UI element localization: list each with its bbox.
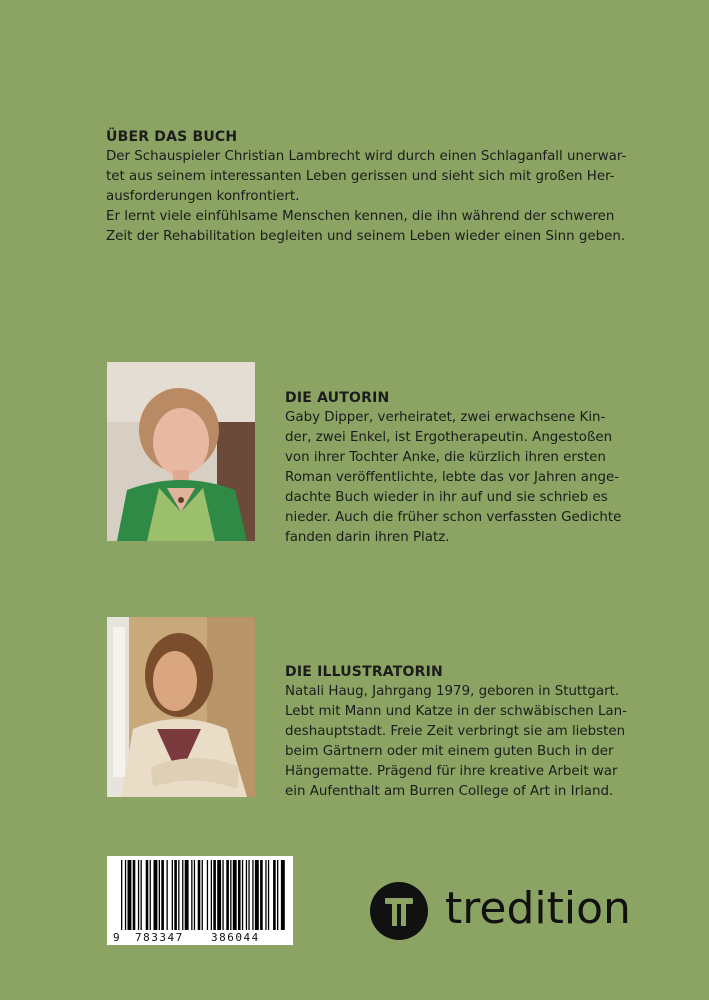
barcode-bar <box>260 860 263 930</box>
publisher-logo <box>369 879 639 941</box>
publisher-name: tredition <box>445 883 631 934</box>
barcode-bar <box>138 860 139 930</box>
barcode-bar <box>146 860 149 930</box>
author-line-2: der, zwei Enkel, ist Ergotherapeutin. Angestoßen <box>285 430 613 445</box>
tredition-logo-icon <box>369 881 429 941</box>
barcode-bar <box>125 860 126 930</box>
barcode-digits <box>107 931 293 944</box>
about-title: ÜBER DAS BUCH <box>106 129 238 145</box>
author-line-7: fanden darin ihren Platz. <box>285 530 450 545</box>
about-line-5: Zeit der Rehabilitation begleiten und seinem Leben wieder einen Sinn geben. <box>106 229 626 244</box>
barcode-bar <box>222 860 223 930</box>
barcode-bar <box>121 860 122 930</box>
barcode-bar <box>191 860 192 930</box>
barcode-bar <box>159 860 160 930</box>
author-line-6: nieder. Auch die früher schon verfassten Gedichte <box>285 510 622 525</box>
about-line-2: tet aus seinem interessanten Leben gerissen und sieht sich mit großen Her- <box>106 169 615 184</box>
illustrator-line-4: beim Gärtnern oder mit einem guten Buch in der <box>285 744 614 759</box>
barcode-bar <box>161 860 164 930</box>
illustrator-line-5: Hängematte. Prägend für ihre kreative Arbeit war <box>285 764 618 779</box>
isbn-barcode <box>107 856 293 945</box>
barcode-bar <box>268 860 269 930</box>
barcode-bar <box>217 860 221 930</box>
barcode-bar <box>273 860 276 930</box>
about-the-book-section <box>106 129 638 247</box>
barcode-bar <box>255 860 259 930</box>
barcode-bar <box>277 860 278 930</box>
barcode-bar <box>238 860 241 930</box>
author-line-3: von ihrer Tochter Anke, die kürzlich ihren ersten <box>285 450 606 465</box>
about-line-4: Er lernt viele einfühlsame Menschen kennen, die ihn während der schweren <box>106 209 615 224</box>
illustrator-line-3: deshauptstadt. Freie Zeit verbringt sie am liebsten <box>285 724 626 739</box>
author-line-4: Roman veröffentlichte, lebte das vor Jahren ange- <box>285 470 620 485</box>
barcode-bars <box>107 856 293 932</box>
illustrator-photo <box>107 617 255 797</box>
barcode-bar <box>128 860 132 930</box>
author-line-1: Gaby Dipper, verheiratet, zwei erwachsene Kin- <box>285 410 606 425</box>
illustrator-line-1: Natali Haug, Jahrgang 1979, geboren in Stuttgart. <box>285 684 620 699</box>
barcode-bar <box>182 860 183 930</box>
barcode-bar <box>242 860 243 930</box>
barcode-bar <box>207 860 208 930</box>
illustrator-title: DIE ILLUSTRATORIN <box>285 664 443 680</box>
barcode-bar <box>211 860 212 930</box>
author-title: DIE AUTORIN <box>285 390 390 406</box>
barcode-bar <box>213 860 216 930</box>
illustrator-line-2: Lebt mit Mann und Katze in der schwäbischen Lan- <box>285 704 627 719</box>
author-line-5: dachte Buch wieder in ihr auf und sie schrieb es <box>285 490 608 505</box>
barcode-digit-first: 9 <box>113 931 120 944</box>
barcode-bar <box>246 860 247 930</box>
about-line-3: ausforderungen konfrontiert. <box>106 189 300 204</box>
barcode-bar <box>185 860 189 930</box>
barcode-bar <box>265 860 266 930</box>
barcode-bar <box>154 860 158 930</box>
barcode-bar <box>226 860 229 930</box>
barcode-bar <box>141 860 142 930</box>
author-section <box>285 390 637 548</box>
barcode-bar <box>194 860 195 930</box>
barcode-bar <box>198 860 201 930</box>
barcode-bar <box>174 860 177 930</box>
barcode-bar <box>133 860 136 930</box>
barcode-bar <box>178 860 179 930</box>
illustrator-line-6: ein Aufenthalt am Burren College of Art in Irland. <box>285 784 614 799</box>
about-line-1: Der Schauspieler Christian Lambrecht wird durch einen Schlaganfall unerwar- <box>106 149 627 164</box>
barcode-bar <box>150 860 151 930</box>
illustrator-section <box>285 664 637 802</box>
barcode-bar <box>248 860 249 930</box>
barcode-group-left: 783347 <box>135 931 184 944</box>
barcode-bar <box>230 860 231 930</box>
author-photo <box>107 362 255 541</box>
barcode-bar <box>233 860 237 930</box>
barcode-group-right: 386044 <box>211 931 260 944</box>
barcode-bar <box>167 860 168 930</box>
barcode-bar <box>281 860 285 930</box>
barcode-bar <box>172 860 173 930</box>
barcode-bar <box>252 860 253 930</box>
barcode-bar <box>202 860 203 930</box>
